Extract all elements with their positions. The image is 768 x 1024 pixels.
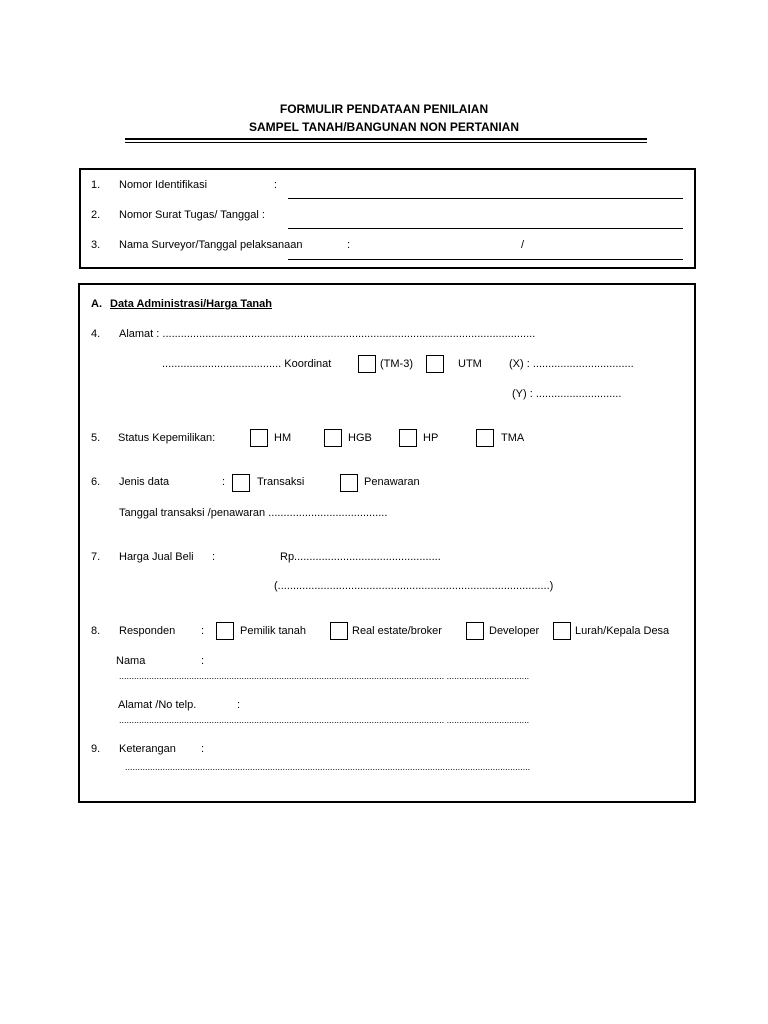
section-a-letter: A. <box>91 298 102 310</box>
alamat-telp-label: Alamat /No telp. <box>118 699 197 711</box>
hp-checkbox[interactable] <box>399 429 417 447</box>
nama-field[interactable]: .................................................................................................................................. ................................. <box>119 671 530 681</box>
status-label: Status Kepemilikan: <box>118 432 216 444</box>
form-title-line2: SAMPEL TANAH/BANGUNAN NON PERTANIAN <box>249 120 519 134</box>
lurah-label: Lurah/Kepala Desa <box>575 625 670 637</box>
item-3-slash: / <box>521 239 525 251</box>
item-4-number: 4. <box>91 328 101 340</box>
koordinat-y-field[interactable]: (Y) : ............................ <box>512 388 622 400</box>
alamat-telp-field[interactable]: .................................................................................................................................. ................................. <box>119 715 530 725</box>
hm-label: HM <box>274 432 292 444</box>
alamat-continuation[interactable]: ....................................... Koordinat <box>162 358 332 370</box>
title-rule-thin <box>125 142 647 143</box>
alamat-field[interactable]: Alamat : .......................................................................................................................... <box>119 328 536 340</box>
jenis-label: Jenis data <box>119 476 170 488</box>
pemilik-tanah-label: Pemilik tanah <box>240 625 307 637</box>
harga-label: Harga Jual Beli <box>119 551 194 563</box>
responden-label: Responden <box>119 625 176 637</box>
responden-colon: : <box>201 625 205 637</box>
item-3-colon: : <box>347 239 351 251</box>
harga-colon: : <box>212 551 216 563</box>
surat-tugas-field[interactable] <box>288 228 683 229</box>
hm-checkbox[interactable] <box>250 429 268 447</box>
tm3-checkbox[interactable] <box>358 355 376 373</box>
hgb-label: HGB <box>348 432 372 444</box>
form-title-line1: FORMULIR PENDATAAN PENILAIAN <box>279 102 489 116</box>
keterangan-field[interactable]: .................................................................................................................................................................. <box>125 762 531 772</box>
keterangan-label: Keterangan <box>119 743 176 755</box>
item-1-label: Nomor Identifikasi <box>119 179 208 191</box>
item-1-colon: : <box>274 179 278 191</box>
item-5-number: 5. <box>91 432 101 444</box>
koordinat-x-field[interactable]: (X) : ................................. <box>509 358 634 370</box>
item-2-label: Nomor Surat Tugas/ Tanggal : <box>119 209 265 221</box>
harga-terbilang-field[interactable]: (.........................................................................................) <box>274 580 554 592</box>
item-8-number: 8. <box>91 625 101 637</box>
alamat-telp-colon: : <box>237 699 241 711</box>
real-estate-label: Real estate/broker <box>352 625 442 637</box>
transaksi-label: Transaksi <box>257 476 305 488</box>
section-a-heading: Data Administrasi/Harga Tanah <box>110 298 272 310</box>
tm3-label: (TM-3) <box>380 358 413 370</box>
tma-label: TMA <box>501 432 525 444</box>
utm-checkbox[interactable] <box>426 355 444 373</box>
item-6-number: 6. <box>91 476 101 488</box>
nama-colon: : <box>201 655 205 667</box>
nomor-identifikasi-field[interactable] <box>288 198 683 199</box>
jenis-colon: : <box>222 476 226 488</box>
hp-label: HP <box>423 432 439 444</box>
surveyor-field[interactable] <box>288 259 683 260</box>
tma-checkbox[interactable] <box>476 429 494 447</box>
item-3-number: 3. <box>91 239 101 251</box>
pemilik-tanah-checkbox[interactable] <box>216 622 234 640</box>
harga-rp-field[interactable]: Rp................................................ <box>280 551 441 563</box>
developer-label: Developer <box>489 625 540 637</box>
item-3-label: Nama Surveyor/Tanggal pelaksanaan <box>119 239 303 251</box>
item-9-number: 9. <box>91 743 101 755</box>
nama-label: Nama <box>116 655 146 667</box>
item-7-number: 7. <box>91 551 101 563</box>
developer-checkbox[interactable] <box>466 622 484 640</box>
title-rule-thick <box>125 138 647 140</box>
item-2-number: 2. <box>91 209 101 221</box>
hgb-checkbox[interactable] <box>324 429 342 447</box>
utm-label: UTM <box>458 358 482 370</box>
real-estate-checkbox[interactable] <box>330 622 348 640</box>
lurah-checkbox[interactable] <box>553 622 571 640</box>
transaksi-checkbox[interactable] <box>232 474 250 492</box>
tanggal-transaksi-field[interactable]: Tanggal transaksi /penawaran ....................................... <box>119 507 388 519</box>
penawaran-label: Penawaran <box>364 476 420 488</box>
penawaran-checkbox[interactable] <box>340 474 358 492</box>
item-1-number: 1. <box>91 179 101 191</box>
keterangan-colon: : <box>201 743 205 755</box>
